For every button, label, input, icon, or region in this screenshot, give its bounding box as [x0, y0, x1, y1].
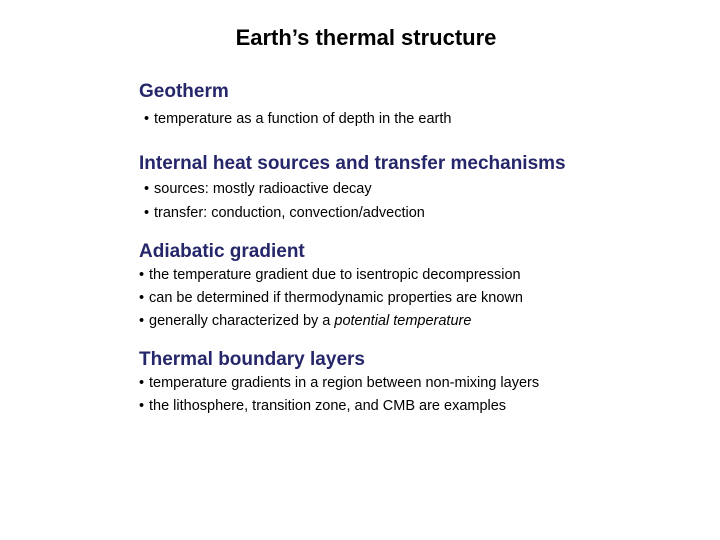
bullet-text: transfer: conduction, convection/advection: [154, 205, 425, 221]
bullet-text: sources: mostly radioactive decay: [154, 181, 372, 197]
bullet-item: [144, 108, 451, 131]
bullet-glyph: •: [139, 290, 145, 306]
slide-title: Earth’s thermal structure: [235, 25, 497, 50]
bullet-item: [139, 264, 523, 287]
bullet-glyph: •: [139, 267, 145, 283]
bullet-glyph: •: [144, 205, 150, 221]
bullet-text: temperature as a function of depth in the earth: [154, 111, 452, 127]
bullet-item: [139, 372, 539, 395]
bullet-list: [139, 264, 523, 333]
bullet-text: temperature gradients in a region between non-mixing layers: [149, 375, 540, 391]
bullet-glyph: •: [139, 398, 145, 414]
bullet-item: [144, 178, 566, 201]
bullet-emphasis: potential temperature: [334, 313, 472, 329]
bullet-list: [139, 108, 451, 131]
section-heading: Adiabatic gradient: [139, 241, 305, 262]
section-heading: Internal heat sources and transfer mechanisms: [139, 153, 566, 174]
bullet-glyph: •: [144, 181, 150, 197]
section-thermal-boundary-layers: [139, 348, 539, 418]
bullet-text: the temperature gradient due to isentropic decompression: [149, 267, 521, 283]
bullet-item: [139, 395, 539, 418]
bullet-list: [139, 178, 566, 225]
bullet-item: [139, 310, 523, 333]
bullet-item: [144, 202, 566, 225]
bullet-text: the lithosphere, transition zone, and CMB are examples: [149, 398, 507, 414]
bullet-text: can be determined if thermodynamic properties are known: [149, 290, 523, 306]
bullet-glyph: •: [144, 111, 150, 127]
bullet-glyph: •: [139, 375, 145, 391]
bullet-glyph: •: [139, 313, 145, 329]
section-geotherm: [139, 80, 451, 131]
bullet-list: [139, 372, 539, 418]
bullet-text: generally characterized by a: [149, 313, 335, 329]
bullet-item: [139, 287, 523, 310]
section-heading: Thermal boundary layers: [139, 349, 365, 370]
section-heat-sources: [139, 152, 566, 225]
section-adiabatic-gradient: [139, 240, 523, 333]
section-heading: Geotherm: [139, 81, 229, 102]
